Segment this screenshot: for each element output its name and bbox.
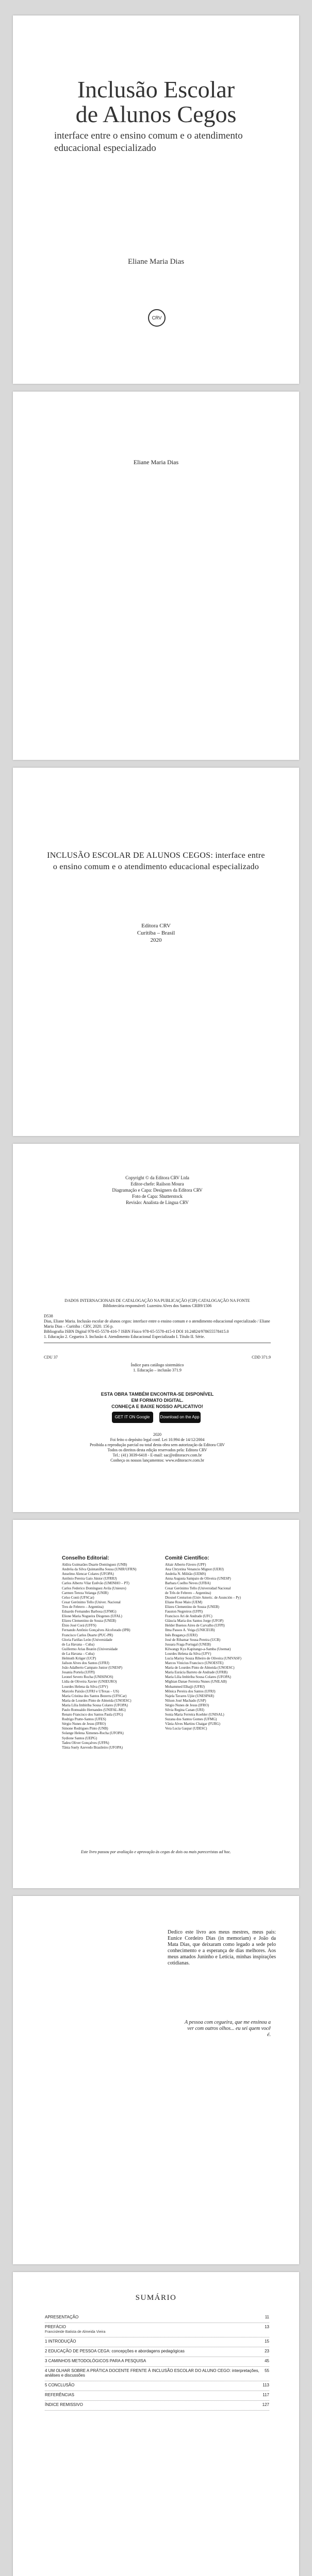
- council-member: Renato Francisco dos Santos Paula (UFG): [62, 1713, 123, 1717]
- toc-entry[interactable]: [45, 2381, 269, 2391]
- committee-member: Andréia N. Militão (UEMS): [165, 1572, 206, 1577]
- council-member: Celso Conti (UFSCar): [62, 1595, 94, 1600]
- copyright-page: [13, 1144, 299, 1512]
- committee-member: Jussara Fraga Portugal (UNEB): [165, 1642, 211, 1647]
- committee-member: Najela Tavares Ujiie (UNESPAR): [165, 1693, 214, 1698]
- council-member: Andréia da Silva Quintanilha Sousa (UNIR/UFRN): [62, 1567, 137, 1572]
- committee-member: Maria Eurácia Barreto de Andrade (UFRB): [165, 1670, 228, 1675]
- toc-entry-label: 4 UM OLHAR SOBRE A PRÁTICA DOCENTE FRENTE À INCLUSÃO ESCOLAR DO ALUNO CEGO: interpretações, análises e discussões: [45, 2368, 259, 2378]
- legal-line: Tel.: (41) 3039-6418 - E-mail: sac@editoracrv.com.br: [112, 1453, 202, 1458]
- committee-member: de Três de Febrero – Argentina): [165, 1590, 211, 1595]
- council-member: Élsio José Corá (UFFS): [62, 1623, 96, 1628]
- cover-author: Eliane Maria Dias: [127, 258, 185, 266]
- peer-review-note: Este livro passou por avaliação e aprovação às cegas de dois ou mais pareceristas ad hoc.: [80, 1850, 232, 1854]
- council-member: Aldira Guimarães Duarte Domínguez (UNB): [62, 1563, 127, 1567]
- committee-member: Vânia Alves Martins Chaigar (FURG): [165, 1722, 220, 1726]
- editorial-board-page: [13, 1520, 299, 1888]
- committee-member: Cesar Gerónimo Tello (Universidad Nacional: [165, 1586, 231, 1590]
- council-member: Simone Rodrigues Pinto (UNB): [62, 1726, 108, 1731]
- committee-member: Fauston Negreiros (UFPI): [165, 1609, 203, 1614]
- council-member: Tânia Suely Azevedo Brasileiro (UFOPA): [62, 1745, 123, 1750]
- cdu-row: [44, 1355, 271, 1360]
- cdu-code: CDU 37: [44, 1355, 58, 1360]
- cip-title: DADOS INTERNACIONAIS DE CATALOGAÇÃO NA PUBLICAÇÃO (CIP) CATALOGAÇÃO NA FONTE: [64, 1298, 250, 1303]
- legal-line: Foi feito o depósito legal conf. Lei 10.994 de 14/12/2004: [110, 1437, 205, 1442]
- dedication-text: Dedico este livro aos meus mestres, meus pais: Eunice Cordeiro Dias (in memoriam) e João da Mata Dias, que deixaram como legado a sede pelo conhecimento e a esperança de dias melhores. Aos meus amados Juninho e Letícia, minhas inspirações cotidianas.: [168, 1929, 276, 1966]
- council-member: Solange Helena Ximenes-Rocha (UFOPA): [62, 1731, 124, 1736]
- council-member: Cesar Gerónimo Tello (Univer. Nacional: [62, 1600, 121, 1604]
- council-member: Lídia de Oliveira Xavier (UNIEURO): [62, 1680, 117, 1684]
- editorial-council-title: Conselho Editorial:: [62, 1555, 109, 1561]
- editorial-council-list: [62, 1563, 165, 1750]
- council-member: Carlos Federico Domínguez Avila (Unieuro): [62, 1586, 126, 1590]
- committee-member: Marcos Vinicius Francisco (UNOESTE): [165, 1661, 224, 1666]
- council-member: Antônio Pereira Gaio Júnior (UFRRJ): [62, 1577, 117, 1581]
- publisher-logo-icon: CRV: [148, 309, 166, 327]
- council-member: Gloria Fariñas León (Universidade: [62, 1637, 112, 1642]
- committee-member: Míghian Danae Ferreira Nunes (UNILAB): [165, 1680, 227, 1684]
- council-member: Sérgio Nunes de Jesus (IFRO): [62, 1722, 106, 1726]
- index-entry: 1. Educação – inclusão 371.9: [133, 1368, 182, 1372]
- committee-member: Mônica Pereira dos Santos (UFRJ): [165, 1689, 216, 1693]
- toc-entry-page: 55: [265, 2368, 269, 2373]
- book-subtitle: interface entre o ensino comum e o atendimento educacional especializado: [54, 130, 243, 154]
- title-line-2: de Alunos Cegos: [75, 101, 237, 127]
- toc-entry-label: ÍNDICE REMISSIVO: [45, 2402, 83, 2407]
- council-member: Jailson Alves dos Santos (UFRJ): [62, 1661, 109, 1666]
- toc-entry[interactable]: [45, 2357, 269, 2367]
- council-member: Carmen Tereza Velanga (UNIR): [62, 1590, 109, 1595]
- index-heading: Índice para catálogo sistemático: [130, 1363, 184, 1367]
- toc-entry-label: APRESENTAÇÃO: [45, 2315, 79, 2319]
- committee-member: Ana Chrystina Venancio Mignot (UERJ): [165, 1567, 224, 1572]
- toc-entry-page: 113: [262, 2383, 269, 2387]
- council-member: Helmuth Krüger (UCP): [62, 1656, 96, 1660]
- council-member: Rodrigo Pratte-Santos (UFES): [62, 1717, 106, 1722]
- toc-entry[interactable]: [45, 2401, 269, 2411]
- toc-entry[interactable]: [45, 2367, 269, 2381]
- legal-deposit-block: [70, 1432, 245, 1463]
- copyright-line: Copyright © da Editora CRV Ltda: [125, 1175, 189, 1180]
- council-member: Lourdes Helena da Silva (UFV): [62, 1684, 108, 1689]
- committee-member: Kilwangy Kya Kapitango-a-Samba (Unemat): [165, 1647, 231, 1651]
- committee-member: Altair Alberto Fávero (UPF): [165, 1563, 206, 1567]
- council-member: Elizeu Clementino de Souza (UNEB): [62, 1619, 116, 1623]
- title-page: [13, 768, 299, 1136]
- council-member: Maria Cristina dos Santos Bezerra (UFSCar): [62, 1693, 127, 1698]
- cip-isbn: Bibliografia ISBN Digital 978-65-5578-416-7 ISBN Físico 978-65-5578-415-0 DOI 10.24824/978655578415.0: [44, 1329, 229, 1334]
- cdd-code: CDD 371.9: [252, 1355, 271, 1360]
- committee-member: Suzana dos Santos Gomes (UFMG): [165, 1717, 217, 1722]
- committee-member: Eliane Rose Maio (UEM): [165, 1600, 203, 1604]
- council-member: Tadeu Oliver Gonçalves (UFPA): [62, 1740, 109, 1745]
- committee-member: Nilson José Machado (USP): [165, 1698, 206, 1703]
- council-member: Eduardo Fernandes Barbosa (UFMG): [62, 1609, 117, 1614]
- legal-line: Conheça os nossos lançamentos: www.editoracrv.com.br: [110, 1458, 204, 1463]
- toc-entry-page: 13: [265, 2325, 269, 2329]
- editorial-council: [62, 1556, 165, 1750]
- cip-header: [59, 1298, 255, 1309]
- committee-member: Ilma Passos A. Veiga (UNICEUB): [165, 1628, 215, 1633]
- council-member: Sydione Santos (UEPG): [62, 1736, 97, 1740]
- legal-line: Proibida a reprodução parcial ou total desta obra sem autorização da Editora CRV: [90, 1443, 225, 1447]
- table-of-contents-page: [13, 2272, 299, 2576]
- epigraph: A pessoa com cegueira, que me ensinou a ver com outros olhos... eu sei quem você é.: [184, 2020, 271, 2038]
- committee-member: Lourdes Helena da Silva (UFV): [165, 1651, 211, 1656]
- toc-entry[interactable]: [45, 2347, 269, 2357]
- scientific-committee-list: [165, 1563, 268, 1731]
- council-member: Maria de Lourdes Pinto de Almeida (UNOESC): [62, 1698, 132, 1703]
- toc-entry[interactable]: [45, 2337, 269, 2347]
- committee-member: Diosnel Centurion (Univ Americ. de Asunción – Py): [165, 1595, 241, 1600]
- toc-entry-page: 23: [265, 2349, 269, 2353]
- toc-entry-label: REFERÊNCIAS: [45, 2393, 74, 2397]
- toc-entry-page: 117: [262, 2393, 269, 2397]
- toc-entry-label: 5 CONCLUSÃO: [45, 2383, 75, 2387]
- copyright-line: Revisão: Analista de Língua CRV: [126, 1200, 189, 1205]
- cip-librarian: Bibliotecária responsável: Luzenira Alves dos Santos CRB9/1506: [103, 1303, 212, 1308]
- committee-member: Silvia Regina Canan (URI): [165, 1708, 205, 1712]
- council-member: Maria Lília Imbiriba Sousa Colares (UFOPA): [62, 1703, 128, 1707]
- council-member: Fernando Antônio Gonçalves Alcoforado (IPB): [62, 1628, 130, 1633]
- council-member: João Adalberto Campato Junior (UNESP): [62, 1666, 123, 1670]
- council-member: Anselmo Alencar Colares (UFOPA): [62, 1572, 114, 1577]
- cip-record: [44, 1314, 271, 1343]
- toc-entry-page: 45: [265, 2359, 269, 2363]
- council-member: de La Havana – Cuba): [62, 1642, 94, 1647]
- council-member: Carlos Alberto Vilar Estêvão (UMINHO – PT): [62, 1581, 129, 1586]
- dedication-page: [13, 1896, 299, 2264]
- app-store-badge[interactable]: Download on the App Store: [159, 1412, 201, 1423]
- toc-title: SUMÁRIO: [135, 2294, 177, 2302]
- toc-entry-label: 3 CAMINHOS METODOLÓGICOS PARA A PESQUISA: [45, 2359, 146, 2363]
- toc-entry-label: PREFÁCIO: [45, 2325, 66, 2329]
- half-title-page: [13, 392, 299, 760]
- committee-member: José de Ribamar Sousa Pereira (UCB): [165, 1637, 221, 1642]
- toc-entry[interactable]: [45, 2391, 269, 2401]
- copyright-line: Diagramação e Capa: Designers da Editora CRV: [112, 1188, 203, 1193]
- cover-page: [13, 15, 299, 384]
- toc-entry[interactable]: [45, 2313, 269, 2323]
- committee-member: Sonia Maria Ferreira Koehler (UNISAL): [165, 1713, 224, 1717]
- title-line-1: Inclusão Escolar: [77, 76, 235, 103]
- committee-member: Elizeu Clementino de Souza (UNEB): [165, 1604, 219, 1609]
- cip-description: Dias, Eliane Maria. Inclusão escolar de alunos cegos: interface entre o ensino comum e o atendimento educacional especializado / Eliane Maria Dias – Curitiba : CRV, 2020. 156 p.: [44, 1319, 270, 1329]
- publication-year: 2020: [150, 937, 162, 943]
- committee-member: Lucia Marisy Souza Ribeiro de Oliveira (UNIVASF): [165, 1656, 242, 1660]
- copyright-line: Foto de Capa: Shutterstock: [132, 1194, 183, 1199]
- legal-line: Todos os direitos desta edição reservados pela: Editora CRV: [107, 1448, 207, 1452]
- committee-member: Maria Lília Imbiriba Sousa Colares (UFOPA): [165, 1675, 231, 1680]
- committee-member: Anna Augusta Sampaio de Oliveira (UNESP): [165, 1577, 231, 1581]
- copyright-line: Editor-chefe: Railson Moura: [130, 1181, 184, 1187]
- publisher-name: Editora CRV: [141, 923, 171, 929]
- toc-entry-page: 11: [265, 2315, 269, 2319]
- toc-entry[interactable]: [45, 2323, 269, 2337]
- committee-member: Maria de Lourdes Pinto de Almeida (UNOESC): [165, 1666, 235, 1670]
- title-page-publisher-block: [13, 922, 299, 944]
- toc-list: [45, 2313, 269, 2411]
- council-member: Paulo Romualdo Hernandes (UNIFAL-MG): [62, 1708, 126, 1712]
- scientific-committee: [165, 1556, 268, 1731]
- committee-member: Francisco Ari de Andrade (UFC): [165, 1614, 212, 1619]
- council-member: de La Havana – Cuba): [62, 1651, 94, 1656]
- copyright-block: [70, 1175, 245, 1206]
- half-title-author: Eliane Maria Dias: [133, 459, 179, 466]
- council-member: Leonel Severo Rocha (UNISINOS): [62, 1675, 113, 1680]
- toc-entry-page: 15: [265, 2339, 269, 2344]
- title-page-title: INCLUSÃO ESCOLAR DE ALUNOS CEGOS: interface entre o ensino comum e o atendimento educacional especializado: [47, 851, 265, 871]
- committee-member: Mohammed Elhajji (UFRJ): [165, 1684, 205, 1689]
- ebook-line: CONHEÇA E BAIXE NOSSO APLICATIVO!: [111, 1404, 203, 1409]
- ebook-line: EM FORMATO DIGITAL.: [131, 1398, 184, 1403]
- toc-entry-label: 1 INTRODUÇÃO: [45, 2339, 76, 2344]
- ebook-notice: [80, 1391, 235, 1410]
- council-member: Tres de Febrero – Argentina): [62, 1604, 104, 1609]
- book-title: [13, 77, 299, 127]
- cip-code: D538: [44, 1314, 53, 1318]
- scientific-committee-title: Comitê Científico:: [165, 1555, 209, 1561]
- committee-member: Helder Buenos Aires de Carvalho (UFPI): [165, 1623, 225, 1628]
- toc-entry-label: 2 EDUCAÇÃO DE PESSOA CEGA: concepções e abordagens pedagógicas: [45, 2349, 185, 2353]
- toc-entry-page: 127: [262, 2402, 269, 2407]
- publisher-city: Curitiba – Brasil: [137, 930, 175, 936]
- council-member: Guillermo Arias Beatón (Universidade: [62, 1647, 118, 1651]
- app-store-badges: [13, 1412, 299, 1432]
- systematic-index: [90, 1363, 224, 1373]
- council-member: Elione Maria Nogueira Diogenes (UFAL): [62, 1614, 122, 1619]
- committee-member: Vera Lucia Gaspar (UDESC): [165, 1726, 207, 1731]
- council-member: Francisco Carlos Duarte (PUC-PR): [62, 1633, 113, 1637]
- committee-member: Gláucia Maria dos Santos Jorge (UFOP): [165, 1619, 224, 1623]
- committee-member: Sérgio Nunes de Jesus (IFRO): [165, 1703, 209, 1707]
- google-play-badge[interactable]: GET IT ON Google Play: [112, 1412, 153, 1423]
- toc-entry-subtitle: Francisleide Batista de Almeida Vieira: [45, 2330, 106, 2334]
- committee-member: Barbara Coelho Neves (UFBA): [165, 1581, 211, 1586]
- council-member: Marcelo Paixão (UFRJ e UTexas – US): [62, 1689, 119, 1693]
- cip-subjects: 1. Educação 2. Cegueira 3. Inclusão 4. Atendimento Educacional Especializado I. Título II. Série.: [44, 1334, 205, 1339]
- legal-line: 2020: [153, 1432, 161, 1437]
- ebook-line: ESTA OBRA TAMBÉM ENCONTRA-SE DISPONÍVEL: [101, 1392, 214, 1397]
- committee-member: Inês Bragança (UERJ): [165, 1633, 198, 1637]
- council-member: Josania Portela (UFPI): [62, 1670, 95, 1675]
